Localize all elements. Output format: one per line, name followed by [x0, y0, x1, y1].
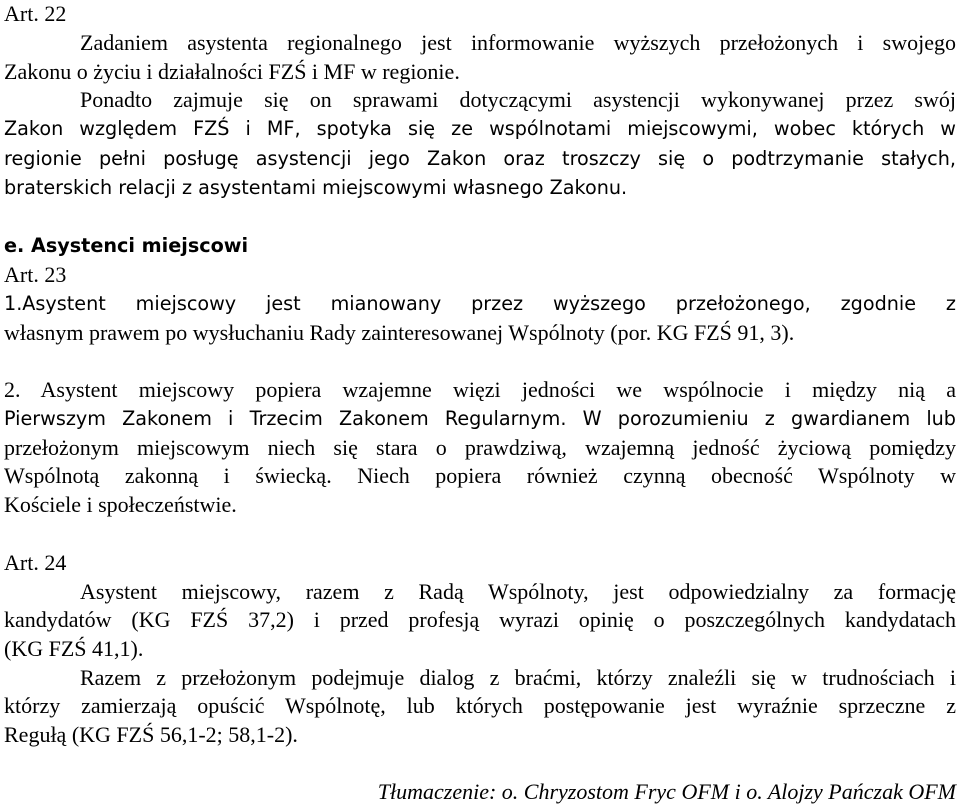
art23-p2-line5: Kościele i społeczeństwie. — [4, 492, 237, 517]
art24-p2-line3: Regułą (KG FZŚ 56,1-2; 58,1-2). — [4, 722, 298, 747]
art22-heading: Art. 22 — [4, 1, 67, 26]
art23-p2-line3: przełożonym miejscowym niech się stara o prawdziwą, wzajemną jedność życiową pomiędzy — [4, 435, 956, 460]
art23-heading: Art. 23 — [4, 262, 67, 287]
section-e-title: e. Asystenci miejscowi — [4, 234, 249, 257]
art23-p2-line4: Wspólnotą zakonną i świecką. Niech popiera również czynną obecność Wspólnoty w — [4, 463, 956, 488]
art23-p1-line2: własnym prawem po wysłuchaniu Rady zainteresowanej Wspólnoty (por. KG FZŚ 91, 3). — [4, 320, 795, 345]
art24-p2-line2: którzy zamierzają opuścić Wspólnotę, lub których postępowanie jest wyraźnie sprzeczne z — [4, 693, 956, 718]
art23-p1-line1: 1.Asystent miejscowy jest mianowany przez wyższego przełożonego, zgodnie z — [4, 292, 956, 315]
art24-heading: Art. 24 — [4, 550, 67, 575]
art24-p1-line1: Asystent miejscowy, razem z Radą Wspólnoty, jest odpowiedzialny za formację — [80, 579, 956, 604]
art23-p2-line1: 2. Asystent miejscowy popiera wzajemne więzi jedności we wspólnocie i między nią a — [4, 377, 956, 402]
art24-p1-line3: (KG FZŚ 41,1). — [4, 636, 144, 661]
art22-p1-line1: Zadaniem asystenta regionalnego jest informowanie wyższych przełożonych i swojego — [80, 30, 956, 55]
art23-p2-line2: Pierwszym Zakonem i Trzecim Zakonem Regularnym. W porozumieniu z gwardianem lub — [4, 407, 956, 430]
art22-p2-line3: regionie pełni posługę asystencji jego Zakon oraz troszczy się o podtrzymanie stałych, — [4, 147, 956, 170]
art22-p1-line2: Zakonu o życiu i działalności FZŚ i MF w regionie. — [4, 59, 460, 84]
art24-p1-line2: kandydatów (KG FZŚ 37,2) i przed profesją wyrazi opinię o poszczególnych kandydatach — [4, 607, 956, 632]
art24-p2-line1: Razem z przełożonym podejmuje dialog z braćmi, którzy znaleźli się w trudnościach i — [80, 665, 956, 690]
translation-credit: Tłumaczenie: o. Chryzostom Fryc OFM i o. Alojzy Pańczak OFM — [377, 779, 956, 804]
art22-p2-line4: braterskich relacji z asystentami miejscowymi własnego Zakonu. — [4, 176, 628, 199]
art22-p2-line2: Zakon względem FZŚ i MF, spotyka się ze wspólnotami miejscowymi, wobec których w — [4, 117, 956, 140]
art22-p2-line1: Ponadto zajmuje się on sprawami dotyczącymi asystencji wykonywanej przez swój — [80, 87, 956, 112]
